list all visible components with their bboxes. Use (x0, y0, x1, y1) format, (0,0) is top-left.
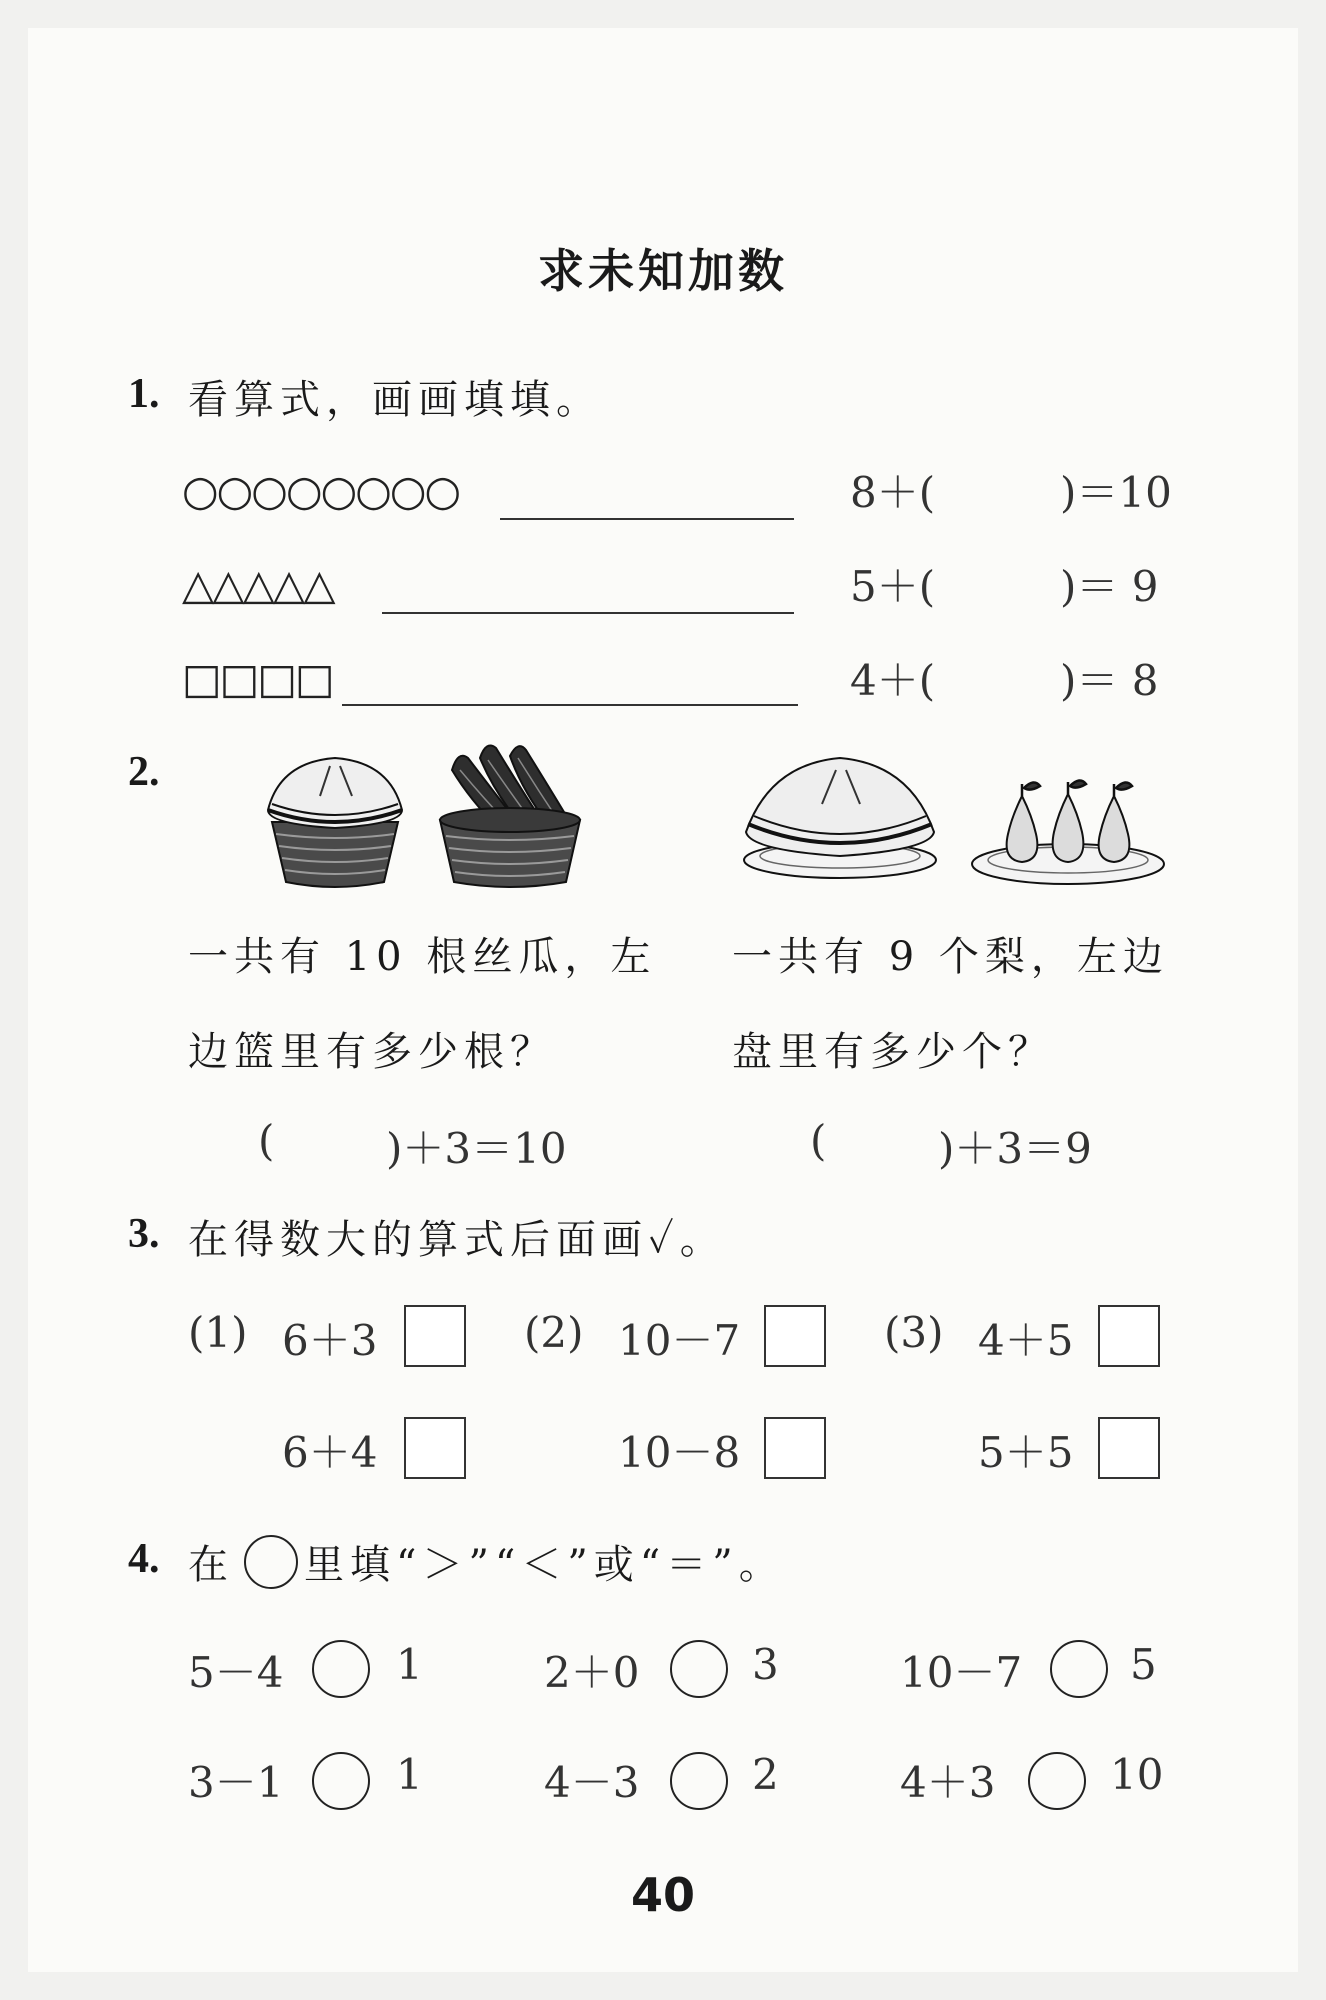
q4-item4-left: 3－1 (188, 1758, 284, 1807)
q3-g2-expr-a: 10－7 (618, 1316, 741, 1365)
q3-g3-answer-box-a[interactable] (1098, 1305, 1160, 1367)
q4-item2-compare-circle[interactable] (670, 1640, 728, 1698)
q1-row1-expr-right: )＝10 (1060, 468, 1172, 517)
q3-g3-expr-a: 4＋5 (978, 1316, 1074, 1365)
q4-item2-left: 2＋0 (544, 1648, 640, 1697)
q1-instruction: 看算式，画画填填。 (188, 377, 602, 423)
q4-item6-compare-circle[interactable] (1028, 1752, 1086, 1810)
loofah-basket-illustration (430, 740, 590, 892)
covered-basket-illustration (260, 752, 410, 892)
q2-right-line1: 一共有 9 个梨，左边 (732, 934, 1169, 980)
q4-number: 4. (128, 1536, 160, 1582)
q3-g1-answer-box-b[interactable] (404, 1417, 466, 1479)
q4-item4-compare-circle[interactable] (312, 1752, 370, 1810)
q4-item4-right: 1 (396, 1750, 423, 1799)
q4-item3-right: 5 (1130, 1640, 1157, 1689)
q4-item5-left: 4－3 (544, 1758, 640, 1807)
q3-g2-label: (2) (524, 1308, 584, 1357)
q4-item3-left: 10－7 (900, 1648, 1023, 1697)
q1-row3-expr-left: 4＋( (850, 656, 936, 705)
q1-row3-expr-right: )＝ 8 (1060, 656, 1159, 705)
q3-g2-answer-box-b[interactable] (764, 1417, 826, 1479)
q2-right-line2: 盘里有多少个？ (732, 1029, 1054, 1075)
q4-item5-right: 2 (752, 1750, 779, 1799)
q4-instruction-start: 在 (188, 1542, 234, 1588)
q2-right-eq-rest: )＋3＝9 (938, 1124, 1092, 1173)
q2-left-eq-open: ( (258, 1116, 275, 1165)
q2-number: 2. (128, 749, 160, 795)
q1-row1-expr-left: 8＋( (850, 468, 936, 517)
q3-g2-answer-box-a[interactable] (764, 1305, 826, 1367)
q4-item1-compare-circle[interactable] (312, 1640, 370, 1698)
q4-item2-right: 3 (752, 1640, 779, 1689)
q4-item6-right: 10 (1110, 1750, 1164, 1799)
q2-left-eq-rest: )＋3＝10 (386, 1124, 567, 1173)
q1-row1-circles: ○○○○○○○○ (182, 466, 460, 515)
q1-row2-draw-line[interactable] (382, 612, 794, 614)
q2-right-eq-open: ( (810, 1116, 827, 1165)
q1-row2-triangles: △△△△△ (182, 560, 334, 609)
page-number: 40 (630, 1868, 695, 1922)
q3-instruction: 在得数大的算式后面画✓。 (188, 1217, 726, 1263)
pear-plate-illustration (968, 776, 1168, 886)
q1-row3-squares: □□□□ (182, 654, 333, 703)
q1-row2-expr-left: 5＋( (850, 562, 936, 611)
q4-item6-left: 4＋3 (900, 1758, 996, 1807)
q4-item5-compare-circle[interactable] (670, 1752, 728, 1810)
q3-g2-expr-b: 10－8 (618, 1428, 741, 1477)
q2-left-line2: 边篮里有多少根？ (188, 1029, 556, 1075)
q1-row2-expr-right: )＝ 9 (1060, 562, 1159, 611)
q3-g1-expr-b: 6＋4 (282, 1428, 378, 1477)
q4-item1-right: 1 (396, 1640, 423, 1689)
q1-row1-draw-line[interactable] (500, 518, 794, 520)
q4-item1-left: 5－4 (188, 1648, 284, 1697)
q2-left-line1: 一共有 10 根丝瓜，左 (188, 934, 657, 980)
q1-row3-draw-line[interactable] (342, 704, 798, 706)
q4-instruction-end: 里填“＞”“＜”或“＝”。 (304, 1542, 785, 1588)
covered-plate-illustration (740, 752, 940, 882)
q3-g1-label: (1) (188, 1308, 248, 1357)
q3-g1-expr-a: 6＋3 (282, 1316, 378, 1365)
page-title: 求未知加数 (538, 244, 788, 298)
q3-g3-expr-b: 5＋5 (978, 1428, 1074, 1477)
q3-g1-answer-box-a[interactable] (404, 1305, 466, 1367)
q1-number: 1. (128, 371, 160, 417)
q3-number: 3. (128, 1211, 160, 1257)
q4-item3-compare-circle[interactable] (1050, 1640, 1108, 1698)
q3-g3-label: (3) (884, 1308, 944, 1357)
q3-g3-answer-box-b[interactable] (1098, 1417, 1160, 1479)
q4-circle-symbol-icon (244, 1535, 298, 1589)
